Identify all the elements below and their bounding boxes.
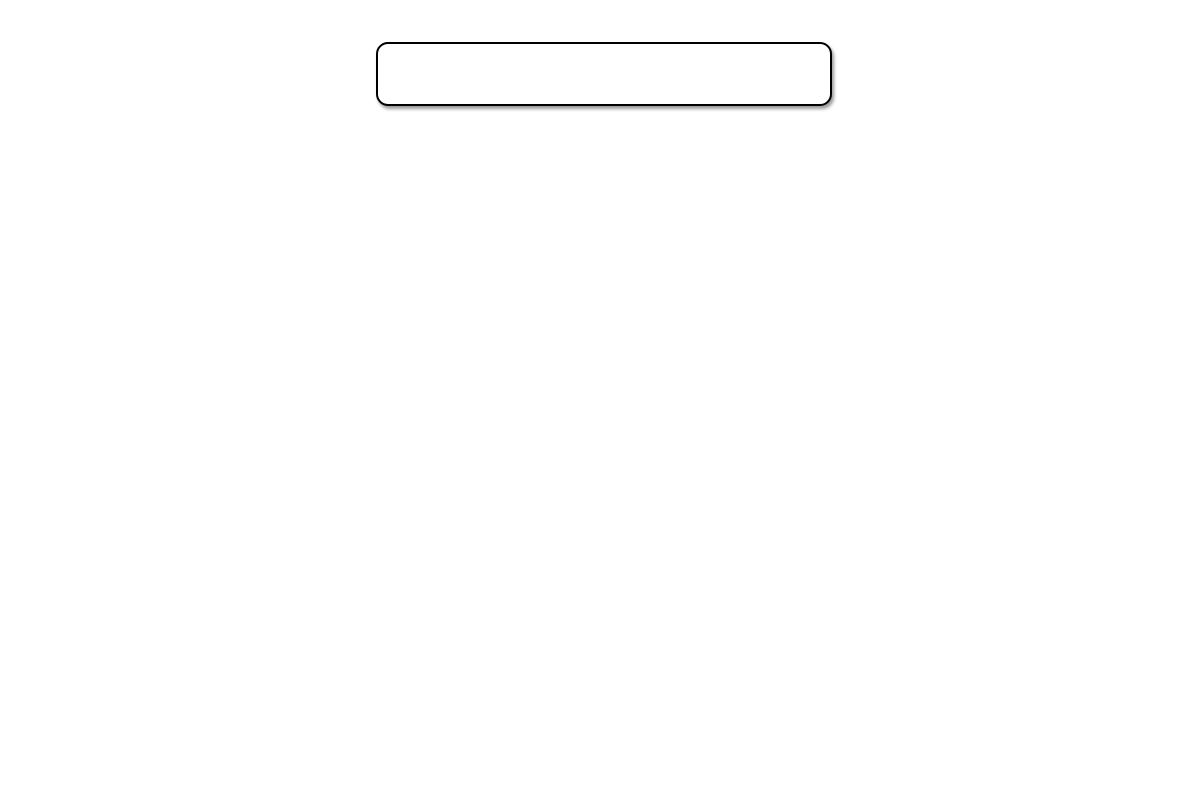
title-box[interactable] [376,42,832,106]
